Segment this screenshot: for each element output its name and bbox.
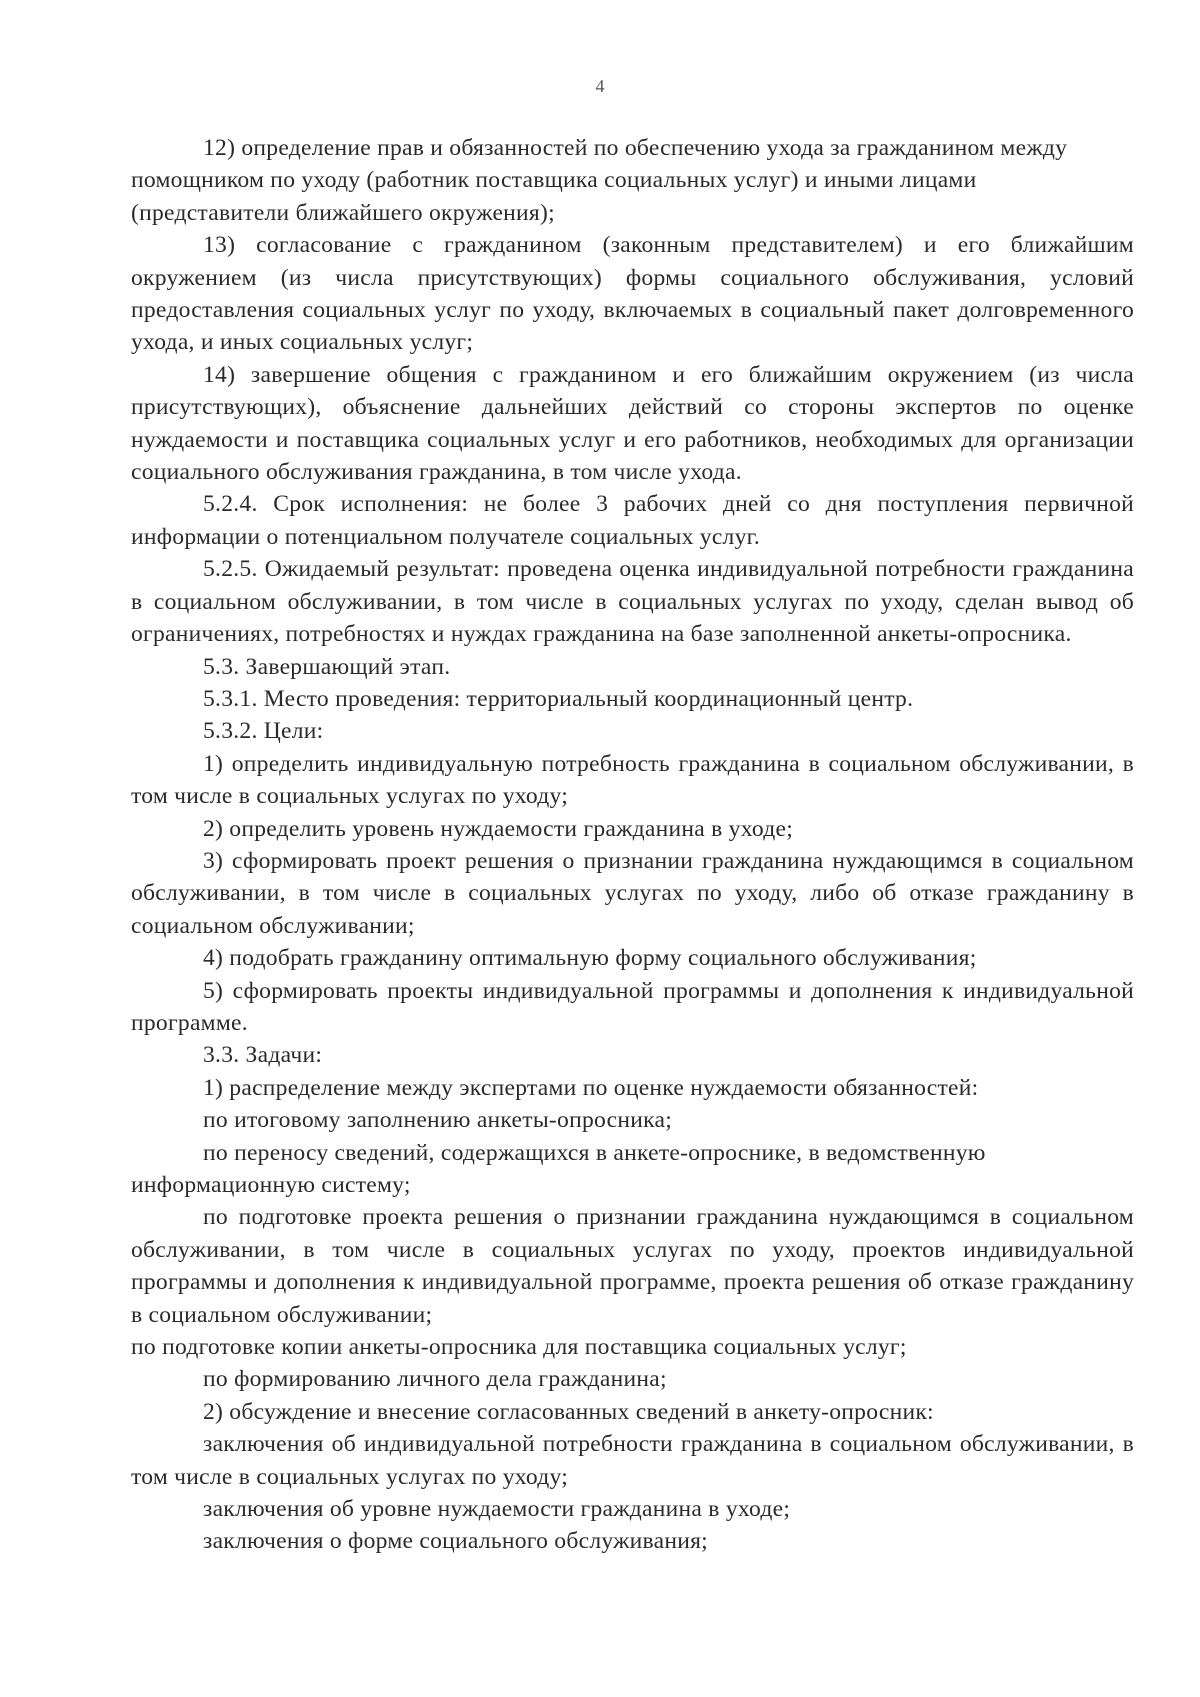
page-number: 4: [595, 76, 605, 96]
paragraph-12: 12) определение прав и обязанностей по обеспечению ухода за гражданином между помощником по уходу (работник поставщика социальных услуг) и иными лицами (представители ближайшего окружения);: [131, 135, 1068, 226]
task-item-1: 1) распределение между экспертами по оценке нуждаемости обязанностей:: [203, 1074, 979, 1101]
goal-item-3: 3) сформировать проект решения о признании гражданина нуждающимся в социальном обслуживании, в том числе в социальных услугах по уходу, либо об отказе гражданину в социальном обслуживании;: [131, 847, 1134, 939]
paragraph-14: 14) завершение общения с гражданином и его ближайшим окружением (из числа присутствующих), объяснение дальнейших действий со стороны экспертов по оценке нуждаемости и поставщика социальных услуг и его работников, необходимых для организации социального обслуживания гражданина, в том числе ухода.: [131, 361, 1134, 486]
document-body: [131, 132, 1134, 1558]
conclusion-form: заключения о форме социального обслуживания;: [203, 1528, 708, 1555]
task-subitem-transfer: по переносу сведений, содержащихся в анкете-опроснике, в ведомственную информационную систему;: [131, 1139, 986, 1198]
conclusion-need: заключения об индивидуальной потребности гражданина в социальном обслуживании, в том числе в социальных услугах по уходу;: [131, 1431, 1134, 1490]
paragraph-5-3-1: 5.3.1. Место проведения: территориальный координационный центр.: [203, 685, 914, 712]
heading-5-3: 5.3. Завершающий этап.: [203, 653, 451, 680]
goal-item-2: 2) определить уровень нуждаемости гражданина в уходе;: [203, 815, 794, 842]
task-subitem-personal-file: по формированию личного дела гражданина;: [203, 1366, 667, 1393]
paragraph-5-2-5: 5.2.5. Ожидаемый результат: проведена оценка индивидуальной потребности гражданина в социальном обслуживании, в том числе в социальных услугах по уходу, сделан вывод об ограничениях, потребностях и нуждах гражданина на базе заполненной анкеты-опросника.: [131, 556, 1134, 648]
goal-item-5: 5) сформировать проекты индивидуальной программы и дополнения к индивидуальной программе.: [131, 977, 1134, 1036]
conclusion-level: заключения об уровне нуждаемости гражданина в уходе;: [203, 1496, 791, 1523]
paragraph-5-3-2: 5.3.2. Цели:: [203, 718, 324, 745]
goal-item-4: 4) подобрать гражданину оптимальную форму социального обслуживания;: [203, 945, 977, 972]
paragraph-13: 13) согласование с гражданином (законным представителем) и его ближайшим окружением (из числа присутствующих) формы социального обслуживания, условий предоставления социальных услуг по уходу, включаемых в социальный пакет долговременного ухода, и иных социальных услуг;: [131, 232, 1134, 356]
task-item-2: 2) обсуждение и внесение согласованных сведений в анкету-опросник:: [203, 1398, 934, 1425]
heading-3-3: 3.3. Задачи:: [203, 1042, 323, 1069]
goal-item-1: 1) определить индивидуальную потребность гражданина в социальном обслуживании, в том числе в социальных услугах по уходу;: [131, 750, 1134, 810]
task-subitem-final-fill: по итоговому заполнению анкеты-опросника;: [203, 1107, 673, 1134]
paragraph-5-2-4: 5.2.4. Срок исполнения: не более 3 рабочих дней со дня поступления первичной информации о потенциальном получателе социальных услуг.: [131, 491, 1134, 550]
task-subitem-copy: по подготовке копии анкеты-опросника для поставщика социальных услуг;: [131, 1334, 907, 1361]
task-subitem-draft-decision: по подготовке проекта решения о признании гражданина нуждающимся в социальном обслуживании, в том числе в социальных услугах по уходу, проектов индивидуальной программы и дополнения к индивидуальной программе, проекта решения об отказе гражданину в социальном обслуживании;: [131, 1204, 1134, 1328]
